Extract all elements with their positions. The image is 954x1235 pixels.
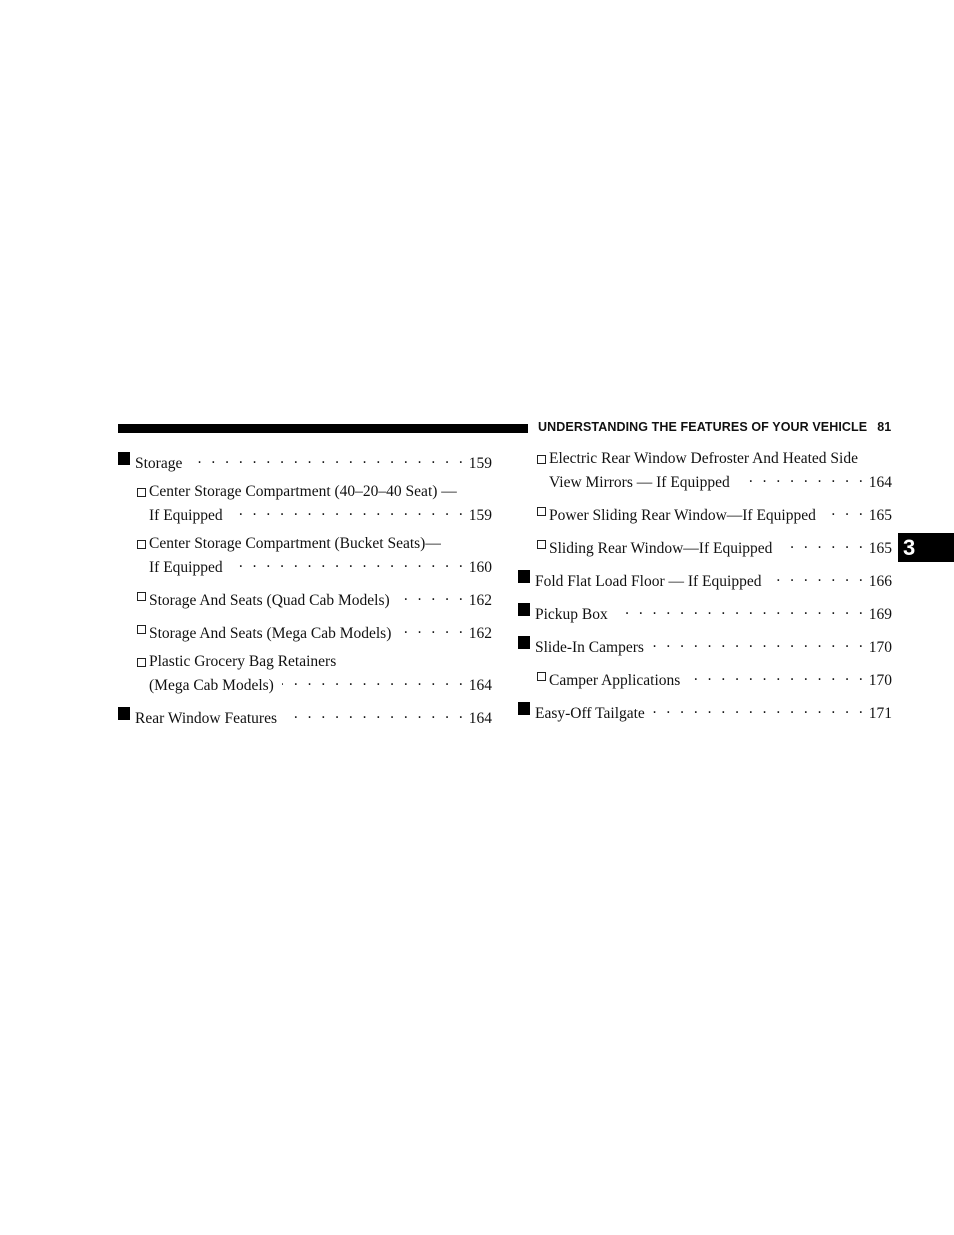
entry-title: Sliding Rear Window—If Equipped [549, 540, 773, 557]
entry-page: 170 [868, 639, 892, 656]
entry-page: 164 [468, 677, 492, 694]
header-rule-bar [118, 424, 528, 433]
entry-page: 159 [468, 455, 492, 472]
hollow-square-bullet-icon [137, 592, 146, 601]
entry-page: 171 [868, 705, 892, 722]
toc-entry[interactable] [118, 704, 492, 728]
dot-leader [824, 501, 866, 520]
section-title: UNDERSTANDING THE FEATURES OF YOUR VEHICLE [538, 420, 868, 434]
dot-leader [780, 534, 865, 553]
chapter-number: 3 [903, 535, 916, 560]
hollow-square-bullet-icon [137, 540, 146, 549]
toc-subentry[interactable] [518, 501, 892, 525]
entry-title: Storage [135, 455, 183, 472]
solid-square-bullet-icon [518, 702, 530, 715]
hollow-square-bullet-icon [137, 625, 146, 634]
toc-entry[interactable] [518, 699, 892, 723]
entry-page: 165 [868, 507, 892, 524]
entry-page: 162 [468, 592, 492, 609]
dot-leader [231, 553, 466, 572]
dot-leader [190, 449, 465, 468]
solid-square-bullet-icon [118, 707, 130, 720]
entry-page: 164 [468, 710, 492, 727]
dot-leader [652, 633, 866, 652]
dot-leader [688, 666, 865, 685]
entry-page: 159 [468, 507, 492, 524]
running-header [538, 420, 891, 434]
dot-leader [282, 671, 466, 690]
dot-leader [616, 600, 866, 619]
entry-page: 165 [868, 540, 892, 557]
hollow-square-bullet-icon [537, 672, 546, 681]
hollow-square-bullet-icon [137, 488, 146, 497]
entry-page: 160 [468, 559, 492, 576]
hollow-square-bullet-icon [537, 455, 546, 464]
entry-title: Fold Flat Load Floor — If Equipped [535, 573, 762, 590]
entry-page: 169 [868, 606, 892, 623]
entry-title-line: Center Storage Compartment (Bucket Seats)— [149, 535, 441, 552]
entry-title: Storage And Seats (Mega Cab Models) [149, 625, 392, 642]
entry-title: If Equipped [149, 559, 223, 576]
toc-entry[interactable] [518, 600, 892, 624]
solid-square-bullet-icon [518, 603, 530, 616]
entry-title: Slide-In Campers [535, 639, 644, 656]
toc-entry[interactable] [118, 449, 492, 473]
toc-column-left [118, 449, 492, 728]
hollow-square-bullet-icon [537, 507, 546, 516]
hollow-square-bullet-icon [537, 540, 546, 549]
dot-leader [769, 567, 865, 586]
hollow-square-bullet-icon [137, 658, 146, 667]
toc-column-right [518, 449, 892, 723]
solid-square-bullet-icon [118, 452, 130, 465]
page-number: 81 [877, 420, 892, 434]
entry-page: 166 [868, 573, 892, 590]
entry-page: 170 [868, 672, 892, 689]
entry-page: 164 [868, 474, 892, 491]
entry-title: Easy-Off Tailgate [535, 705, 645, 722]
toc-entry[interactable] [518, 633, 892, 657]
entry-title-line: Plastic Grocery Bag Retainers [149, 653, 337, 670]
dot-leader [231, 501, 466, 520]
dot-leader [738, 468, 866, 487]
entry-title: View Mirrors — If Equipped [549, 474, 730, 491]
toc-subentry[interactable] [518, 666, 892, 690]
solid-square-bullet-icon [518, 636, 530, 649]
entry-title: If Equipped [149, 507, 223, 524]
entry-title: Storage And Seats (Quad Cab Models) [149, 592, 390, 609]
dot-leader [285, 704, 466, 723]
entry-title: Rear Window Features [135, 710, 277, 727]
toc-subentry[interactable] [518, 449, 892, 492]
entry-title: (Mega Cab Models) [149, 677, 274, 694]
toc-subentry[interactable] [118, 534, 492, 577]
entry-title: Pickup Box [535, 606, 608, 623]
toc-subentry[interactable] [518, 534, 892, 558]
chapter-thumb-tab[interactable] [898, 533, 954, 562]
toc-subentry[interactable] [118, 652, 492, 695]
toc-subentry[interactable] [118, 619, 492, 643]
entry-page: 162 [468, 625, 492, 642]
entry-title-line: Electric Rear Window Defroster And Heated Side [549, 450, 858, 467]
toc-subentry[interactable] [118, 586, 492, 610]
entry-title: Camper Applications [549, 672, 681, 689]
toc-entry[interactable] [518, 567, 892, 591]
dot-leader [399, 619, 465, 638]
dot-leader [653, 699, 866, 718]
entry-title-line: Center Storage Compartment (40–20–40 Seat) — [149, 483, 457, 500]
toc-subentry[interactable] [118, 482, 492, 525]
solid-square-bullet-icon [518, 570, 530, 583]
entry-title: Power Sliding Rear Window—If Equipped [549, 507, 816, 524]
dot-leader [398, 586, 466, 605]
